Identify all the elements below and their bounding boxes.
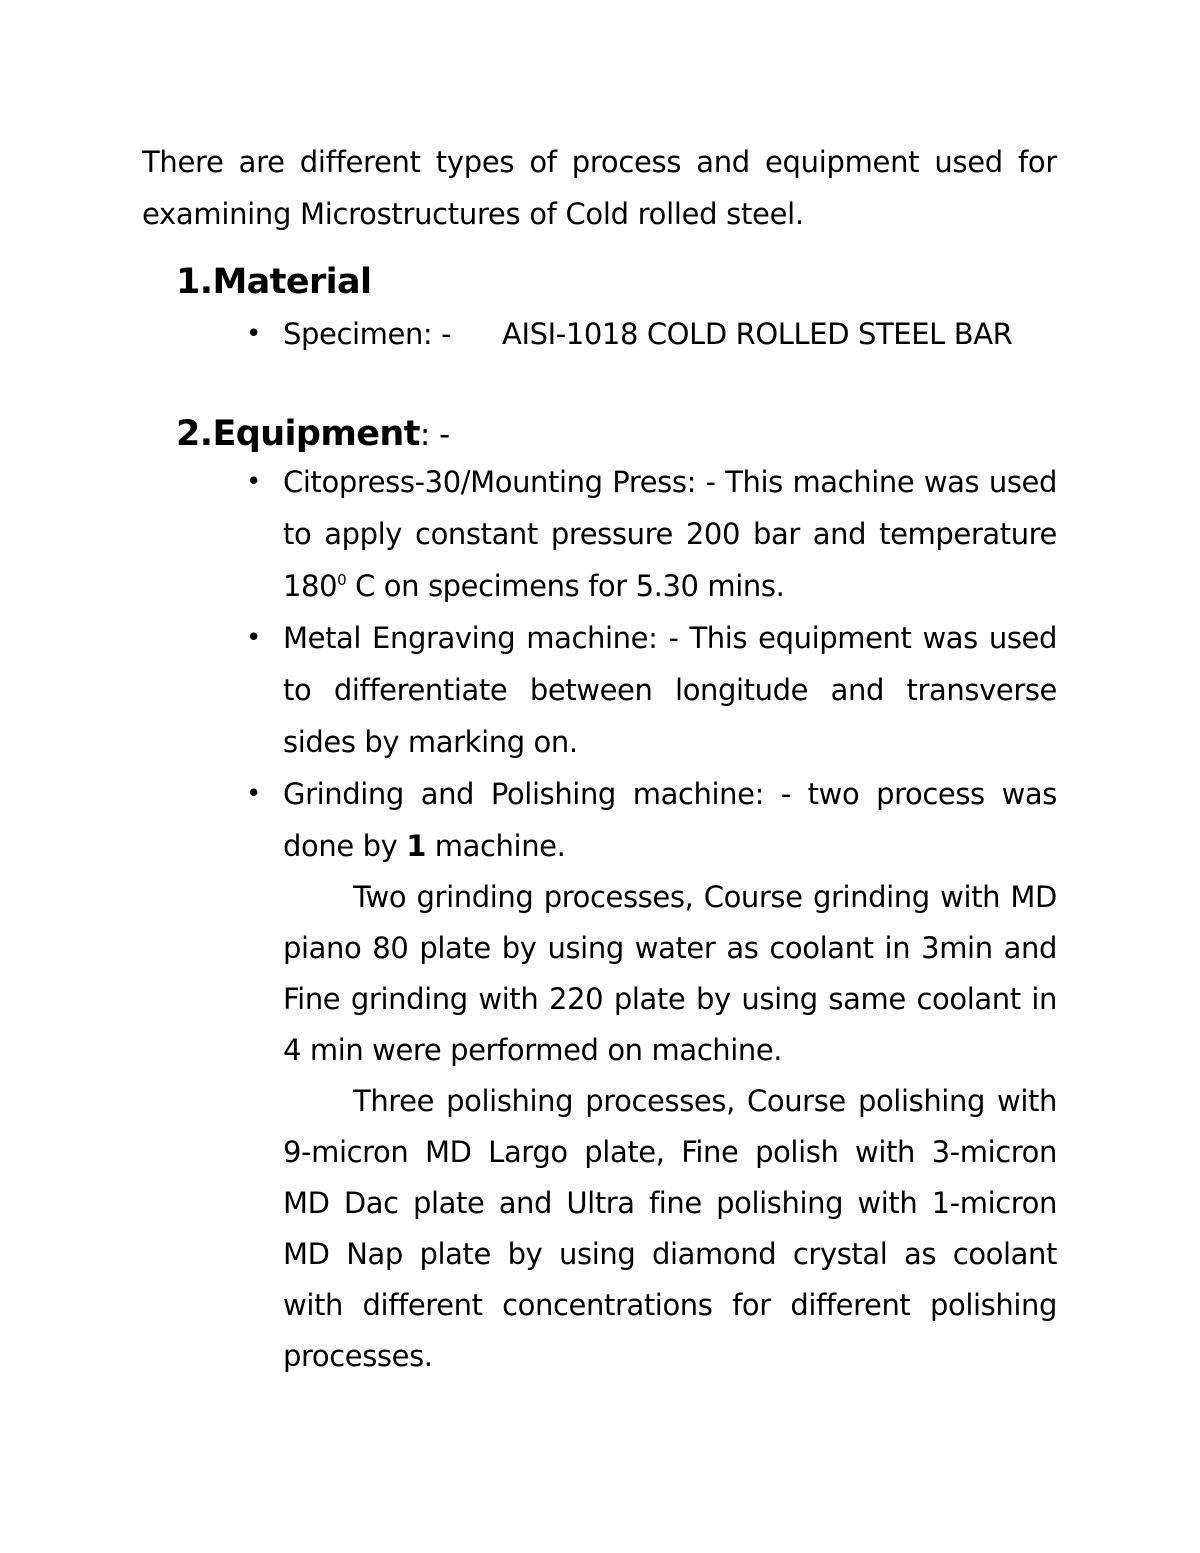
degree-superscript: 0 [337, 571, 347, 589]
document-page [142, 136, 1057, 1382]
section-heading-text: 1.Material [176, 262, 372, 302]
specimen-value: AISI-1018 COLD ROLLED STEEL BAR [502, 317, 1013, 351]
intro-paragraph [142, 136, 1057, 240]
intro-line-2: examining Microstructures of Cold rolled steel. [142, 197, 804, 231]
bullet-icon: • [246, 467, 261, 497]
list-item-engraving [142, 612, 1057, 768]
bullet-icon: • [246, 623, 261, 653]
material-list [142, 308, 1057, 360]
citopress-text: Citopress-30/Mounting Press: - This machine was used to apply constant pressure 200 bar and temperature 180 [283, 465, 1057, 603]
machine-count: 1 [406, 829, 426, 863]
grinding-text: Grinding and Polishing machine: - two process was done by [283, 777, 1057, 863]
section-heading-suffix: : - [419, 417, 450, 453]
specimen-label: Specimen: - [283, 317, 452, 351]
bullet-icon: • [246, 779, 261, 809]
grinding-text-end: machine. [425, 829, 566, 863]
engraving-text: Metal Engraving machine: - This equipment was used to differentiate between longitude and transverse sides by marking on. [283, 621, 1057, 759]
section-heading-text: 2.Equipment [176, 414, 420, 454]
intro-line-1: There are different types of process and equipment used for [142, 145, 1057, 179]
list-item-specimen [142, 308, 1057, 360]
polishing-paragraph: Three polishing processes, Course polishing with 9-micron MD Largo plate, Fine polish with 3-micron MD Dac plate and Ultra fine polishing with 1-micron MD Nap plate by using diamond crystal as coolant with different concentrations for different polishing processes. [283, 1084, 1057, 1373]
list-item-citopress [142, 456, 1057, 612]
list-item-grinding [142, 768, 1057, 872]
citopress-text-end: C on specimens for 5.30 mins. [346, 569, 785, 603]
section-heading-equipment [176, 414, 1091, 454]
equipment-list [142, 456, 1057, 872]
bullet-icon: • [246, 319, 261, 349]
section-heading-material [176, 262, 1091, 302]
grinding-paragraph: Two grinding processes, Course grinding with MD piano 80 plate by using water as coolant in 3min and Fine grinding with 220 plate by using same coolant in 4 min were performed on machine. [283, 880, 1057, 1067]
